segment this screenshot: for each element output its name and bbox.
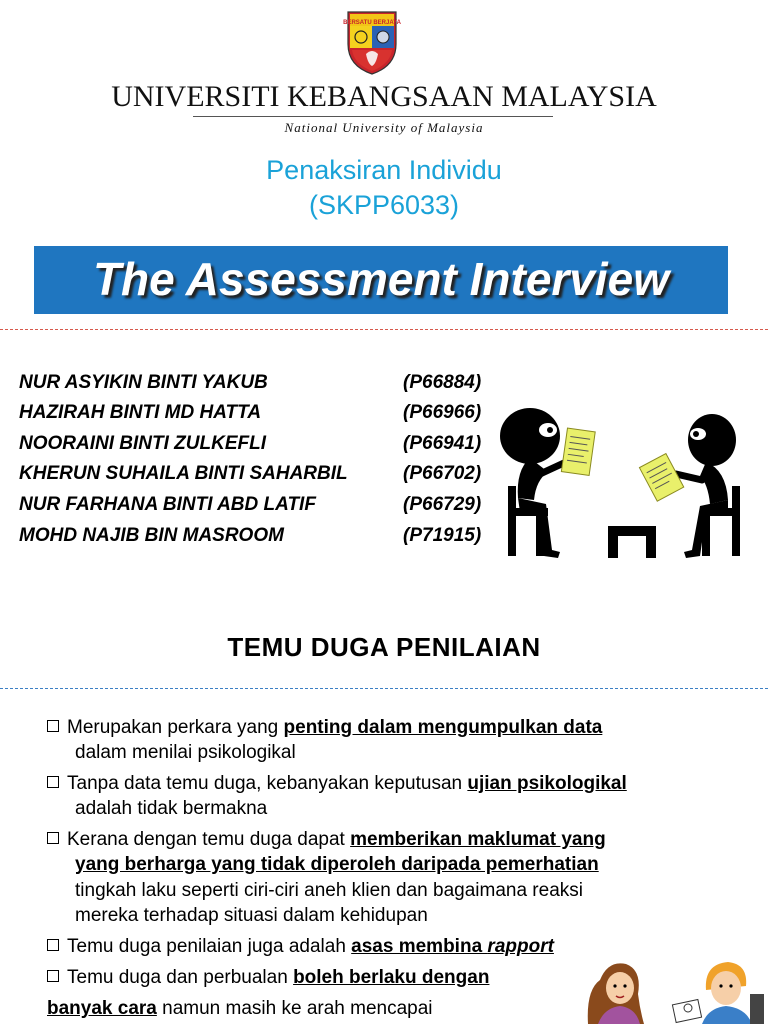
section-title: TEMU DUGA PENILAIAN <box>227 632 541 662</box>
bullet-continuation: mereka terhadap situasi dalam kehidupan <box>75 905 428 926</box>
university-subtitle: National University of Malaysia <box>284 120 484 135</box>
member-row <box>0 463 500 488</box>
member-id: (P66729) <box>403 494 482 515</box>
member-name: MOHD NAJIB BIN MASROOM <box>19 525 284 546</box>
slide-title: The Assessment Interview <box>92 253 670 305</box>
bullet-continuation: dalam menilai psikologikal <box>75 742 296 763</box>
course-name: Penaksiran Individu <box>266 155 502 185</box>
member-name: NUR FARHANA BINTI ABD LATIF <box>19 494 316 515</box>
checkbox-bullet-icon <box>47 776 59 788</box>
bullet-item: Merupakan perkara yang penting dalam mengumpulkan data <box>47 715 602 740</box>
checkbox-bullet-icon <box>47 832 59 844</box>
member-name: KHERUN SUHAILA BINTI SAHARBIL <box>19 463 348 484</box>
member-row <box>0 433 500 458</box>
interview-silhouettes-icon <box>496 400 752 562</box>
crest-motto: BERSATU BERJAYA <box>343 20 401 26</box>
bullet-continuation: adalah tidak bermakna <box>75 798 268 819</box>
bullet-continuation: tingkah laku seperti ciri-ciri aneh klien dan bagaimana reaksi <box>75 880 583 901</box>
top-divider <box>0 329 768 330</box>
member-id: (P66884) <box>403 372 482 393</box>
member-row <box>0 402 500 427</box>
member-name: NUR ASYIKIN BINTI YAKUB <box>19 372 268 393</box>
member-id: (P66966) <box>403 402 482 423</box>
checkbox-bullet-icon <box>47 939 59 951</box>
interview-cartoon-icon <box>578 950 768 1024</box>
bullet-continuation: yang berharga yang tidak diperoleh daripada pemerhatian <box>75 854 599 875</box>
bullet-item: Tanpa data temu duga, kebanyakan keputusan ujian psikologikal <box>47 771 627 796</box>
member-row <box>0 372 500 397</box>
university-name: UNIVERSITI KEBANGSAAN MALAYSIA <box>111 80 657 113</box>
member-row <box>0 525 500 550</box>
bullet-item: Kerana dengan temu duga dapat memberikan maklumat yang <box>47 827 606 852</box>
member-id: (P66941) <box>403 433 482 454</box>
bullet-continuation: banyak cara namun masih ke arah mencapai <box>47 998 433 1019</box>
university-crest-icon <box>343 4 401 76</box>
member-id: (P66702) <box>403 463 482 484</box>
member-row <box>0 494 500 519</box>
bullet-item: Temu duga penilaian juga adalah asas membina rapport <box>47 934 554 959</box>
course-code: (SKPP6033) <box>308 190 460 220</box>
checkbox-bullet-icon <box>47 720 59 732</box>
mid-divider <box>0 688 768 689</box>
checkbox-bullet-icon <box>47 970 59 982</box>
member-id: (P71915) <box>403 525 482 546</box>
member-name: NOORAINI BINTI ZULKEFLI <box>19 433 266 454</box>
header-rule <box>193 116 553 117</box>
bullet-item: Temu duga dan perbualan boleh berlaku dengan <box>47 965 489 990</box>
member-name: HAZIRAH BINTI MD HATTA <box>19 402 262 423</box>
